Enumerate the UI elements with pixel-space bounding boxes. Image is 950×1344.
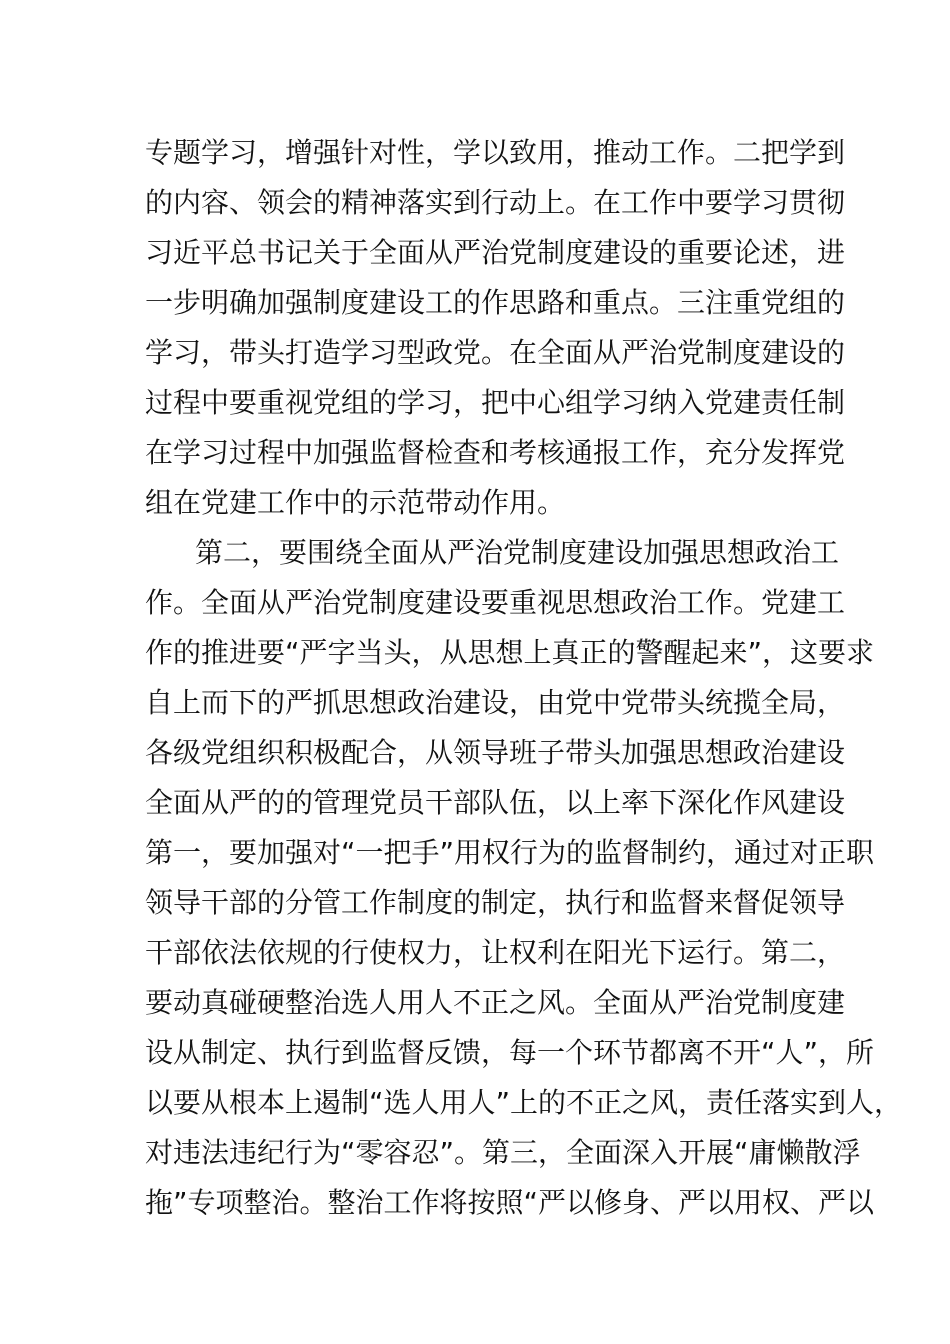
text-line: 第一，要加强对“一把手”用权行为的监督制约，通过对正职 [145, 836, 875, 869]
text-line: 领导干部的分管工作制度的制定，执行和监督来督促领导 [145, 886, 846, 919]
text-line: 作的推进要“严字当头，从思想上真正的警醒起来”，这要求 [145, 636, 875, 669]
text-line: 对违法违纪行为“零容忍”。第三，全面深入开展“庸懒散浮 [145, 1136, 861, 1169]
text-line: 以要从根本上遏制“选人用人”上的不正之风，责任落实到人， [145, 1086, 903, 1119]
text-line: 拖”专项整治。整治工作将按照“严以修身、严以用权、严以 [145, 1186, 875, 1219]
text-line: 作。全面从严治党制度建设要重视思想政治工作。党建工 [145, 586, 846, 619]
text-line: 设从制定、执行到监督反馈，每一个环节都离不开“人”，所 [145, 1036, 875, 1069]
paragraph-start-line: 第二，要围绕全面从严治党制度建设加强思想政治工 [195, 536, 840, 569]
text-line: 要动真碰硬整治选人用人不正之风。全面从严治党制度建 [145, 986, 846, 1019]
text-line: 全面从严的的管理党员干部队伍，以上率下深化作风建设 [145, 786, 846, 819]
text-line: 组在党建工作中的示范带动作用。 [145, 486, 566, 519]
body-text [145, 128, 903, 1228]
text-line: 学习，带头打造学习型政党。在全面从严治党制度建设的 [145, 336, 846, 369]
text-line: 各级党组织积极配合，从领导班子带头加强思想政治建设 [145, 736, 846, 769]
text-line: 干部依法依规的行使权力，让权利在阳光下运行。第二， [145, 936, 846, 969]
text-line: 一步明确加强制度建设工的作思路和重点。三注重党组的 [145, 286, 846, 319]
text-line: 专题学习，增强针对性，学以致用，推动工作。二把学到 [145, 136, 846, 169]
text-line: 习近平总书记关于全面从严治党制度建设的重要论述，进 [145, 236, 846, 269]
text-line: 自上而下的严抓思想政治建设，由党中党带头统揽全局， [145, 686, 846, 719]
text-line: 在学习过程中加强监督检查和考核通报工作，充分发挥党 [145, 436, 846, 469]
text-line: 的内容、领会的精神落实到行动上。在工作中要学习贯彻 [145, 186, 846, 219]
text-line: 过程中要重视党组的学习，把中心组学习纳入党建责任制 [145, 386, 846, 419]
